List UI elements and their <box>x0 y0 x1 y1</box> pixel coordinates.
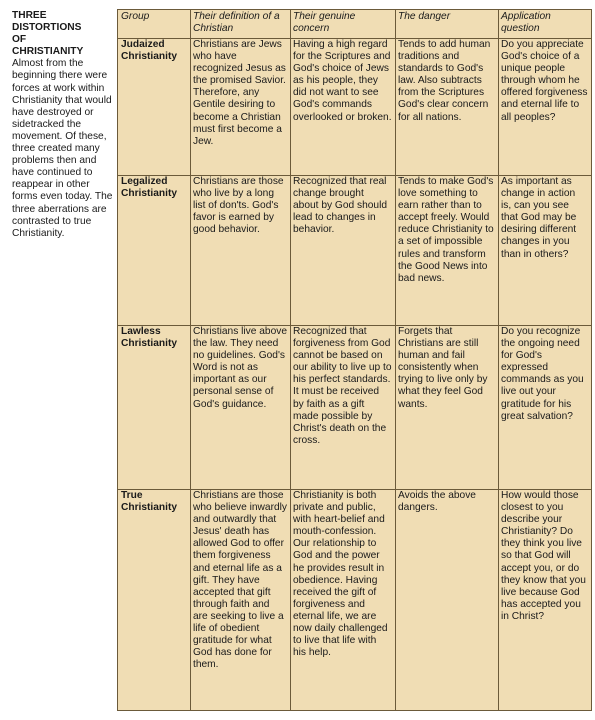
row-danger: Tends to make God's love something to earn rather than to accept freely. Would reduce Christianity to a set of impossible rules and transform the Good News into bad news. <box>398 176 494 284</box>
row-danger: Tends to add human traditions and standards to God's law. Also subtracts from the Scriptures God's clear concern for all nations. <box>398 39 491 123</box>
header-concern: Their genuine concern <box>293 11 356 35</box>
row-definition: Christians are those who live by a long list of don'ts. God's favor is earned by good behavior. <box>193 176 284 236</box>
row-question: Do you recognize the ongoing need for God's expressed commands as you live out your gratitude for his great salvation? <box>501 326 584 422</box>
header-question: Application question <box>501 11 551 35</box>
row-concern: Recognized that real change brought about by God should lead to changes in behavior. <box>293 176 388 236</box>
sidebar-intro: Almost from the beginning there were forces at work within Christianity that would have destroyed or sidetracked the movement. Of these, three created many problems then and have continued to reappear in other forms even today. The three aberrations are contrasted to true Christianity. <box>12 58 113 239</box>
row-concern: Christianity is both private and public, with heart-belief and mouth-confession. Our relationship to God and the power he provides result in obedience. Having received the gift of forgiveness and eternal life, we are now daily challenged to live that life with his help. <box>293 490 388 659</box>
row-definition: Christians are Jews who have recognized Jesus as the promised Savior. Therefore, any Gentile desiring to become a Christian must first become a Jew. <box>193 39 286 147</box>
header-definition: Their definition of a Christian <box>193 11 280 35</box>
row-group-judaized: Judaized Christianity <box>121 39 178 63</box>
row-group-legalized: Legalized Christianity <box>121 176 178 200</box>
row-concern: Recognized that forgiveness from God cannot be based on our ability to live up to his perfect standards. It must be received by faith as a gift made possible by Christ's death on the cross. <box>293 326 392 446</box>
header-group: Group <box>121 11 150 22</box>
header-danger: The danger <box>398 11 451 22</box>
distortions-table <box>117 9 592 711</box>
row-danger: Avoids the above dangers. <box>398 490 476 514</box>
row-question: As important as change in action is, can you see that God may be desiring different changes in you than in others? <box>501 176 577 260</box>
row-group-true: True Christianity <box>121 490 178 514</box>
sidebar-title: THREE DISTORTIONS OF CHRISTIANITY <box>12 10 84 58</box>
row-group-lawless: Lawless Christianity <box>121 326 178 350</box>
row-question: How would those closest to you describe your Christianity? Do they think you live so that God will accept you, or do they know that you live because God has accepted you in Christ? <box>501 490 586 622</box>
row-concern: Having a high regard for the Scriptures and God's choice of Jews as his people, they did not want to see God's commands overlooked or broken. <box>293 39 392 123</box>
sidebar <box>12 10 116 240</box>
row-definition: Christians are those who believe inwardly and outwardly that Jesus' death has allowed God to offer them forgiveness and eternal life as a gift. They have accepted that gift through faith and are seeking to live a life of obedient gratitude for what God has done for them. <box>193 490 288 671</box>
row-definition: Christians live above the law. They need no guidelines. God's Word is not as important as our personal sense of God's guidance. <box>193 326 287 410</box>
row-danger: Forgets that Christians are still human and fail consistently when trying to live only by what they feel God wants. <box>398 326 488 410</box>
row-question: Do you appreciate God's choice of a unique people through whom he offered forgiveness and eternal life to all peoples? <box>501 39 588 123</box>
